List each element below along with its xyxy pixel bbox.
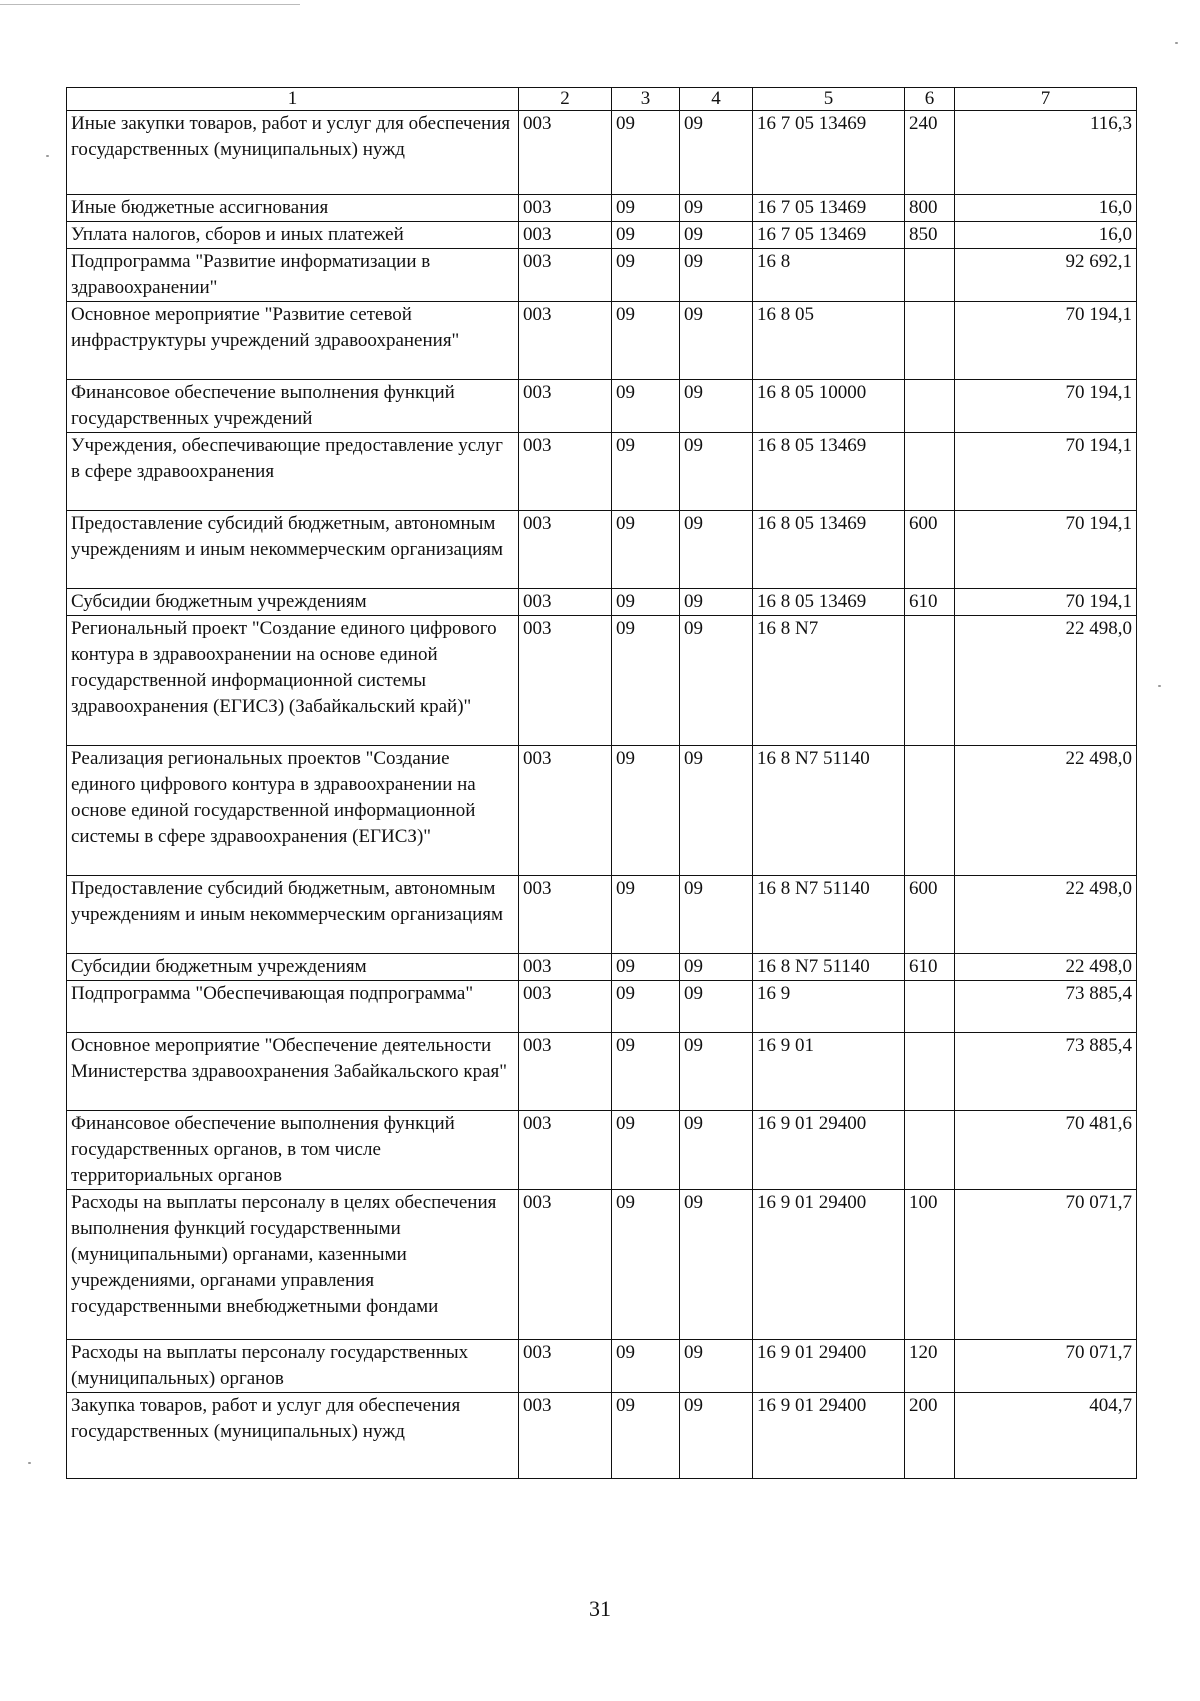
col-7-amount: 16,0 xyxy=(955,195,1137,222)
col-4-subsection: 09 xyxy=(680,981,753,1033)
col-4-subsection: 09 xyxy=(680,511,753,589)
col-5-target-article: 16 8 05 10000 xyxy=(753,380,905,433)
row-name: Учреждения, обеспечивающие предоставление услуг в сфере здравоохранения xyxy=(67,433,519,511)
col-7-amount: 22 498,0 xyxy=(955,954,1137,981)
col-5-target-article: 16 7 05 13469 xyxy=(753,195,905,222)
col-3-section: 09 xyxy=(612,1340,680,1393)
col-2-code: 003 xyxy=(519,1111,612,1190)
col-6-expense-type xyxy=(905,1111,955,1190)
col-2-code: 003 xyxy=(519,981,612,1033)
col-7-amount: 70 194,1 xyxy=(955,511,1137,589)
col-5-target-article: 16 8 05 13469 xyxy=(753,433,905,511)
table-row xyxy=(67,954,1137,981)
row-name: Расходы на выплаты персоналу в целях обеспечения выполнения функций государственными (муниципальными) органами, казенными учреждениями, органами управления государственными внебюджетными фондами xyxy=(67,1190,519,1340)
row-name: Подпрограмма "Развитие информатизации в здравоохранении" xyxy=(67,249,519,302)
col-7-amount: 92 692,1 xyxy=(955,249,1137,302)
column-header-6: 6 xyxy=(905,88,955,111)
col-3-section: 09 xyxy=(612,746,680,876)
col-3-section: 09 xyxy=(612,111,680,195)
col-5-target-article: 16 8 xyxy=(753,249,905,302)
table-row xyxy=(67,1190,1137,1340)
table-row xyxy=(67,111,1137,195)
table-row xyxy=(67,1340,1137,1393)
row-name: Основное мероприятие "Обеспечение деятельности Министерства здравоохранения Забайкальского края" xyxy=(67,1033,519,1111)
table-row xyxy=(67,195,1137,222)
col-4-subsection: 09 xyxy=(680,222,753,249)
col-5-target-article: 16 8 N7 51140 xyxy=(753,954,905,981)
row-name: Региональный проект "Создание единого цифрового контура в здравоохранении на основе единой государственной информационной системы здравоохранения (ЕГИСЗ) (Забайкальский край)" xyxy=(67,616,519,746)
col-4-subsection: 09 xyxy=(680,876,753,954)
col-3-section: 09 xyxy=(612,380,680,433)
header-row xyxy=(67,88,1137,111)
col-7-amount: 70 481,6 xyxy=(955,1111,1137,1190)
table-row xyxy=(67,876,1137,954)
scan-speck xyxy=(1158,685,1161,687)
table-row xyxy=(67,1393,1137,1479)
col-2-code: 003 xyxy=(519,302,612,380)
row-name: Подпрограмма "Обеспечивающая подпрограмма" xyxy=(67,981,519,1033)
col-3-section: 09 xyxy=(612,981,680,1033)
col-2-code: 003 xyxy=(519,380,612,433)
col-3-section: 09 xyxy=(612,433,680,511)
col-2-code: 003 xyxy=(519,616,612,746)
col-7-amount: 70 194,1 xyxy=(955,380,1137,433)
col-5-target-article: 16 8 05 13469 xyxy=(753,589,905,616)
table-row xyxy=(67,222,1137,249)
col-4-subsection: 09 xyxy=(680,111,753,195)
col-7-amount: 404,7 xyxy=(955,1393,1137,1479)
col-3-section: 09 xyxy=(612,302,680,380)
row-name: Расходы на выплаты персоналу государственных (муниципальных) органов xyxy=(67,1340,519,1393)
col-6-expense-type xyxy=(905,616,955,746)
col-2-code: 003 xyxy=(519,222,612,249)
column-header-7: 7 xyxy=(955,88,1137,111)
row-name: Иные закупки товаров, работ и услуг для обеспечения государственных (муниципальных) нужд xyxy=(67,111,519,195)
col-5-target-article: 16 9 01 29400 xyxy=(753,1111,905,1190)
column-header-2: 2 xyxy=(519,88,612,111)
col-2-code: 003 xyxy=(519,746,612,876)
col-5-target-article: 16 8 N7 51140 xyxy=(753,876,905,954)
row-name: Основное мероприятие "Развитие сетевой инфраструктуры учреждений здравоохранения" xyxy=(67,302,519,380)
col-2-code: 003 xyxy=(519,249,612,302)
col-6-expense-type: 200 xyxy=(905,1393,955,1479)
col-6-expense-type: 100 xyxy=(905,1190,955,1340)
row-name: Предоставление субсидий бюджетным, автономным учреждениям и иным некоммерческим организациям xyxy=(67,876,519,954)
col-6-expense-type xyxy=(905,380,955,433)
col-4-subsection: 09 xyxy=(680,954,753,981)
col-4-subsection: 09 xyxy=(680,746,753,876)
table-row xyxy=(67,981,1137,1033)
col-4-subsection: 09 xyxy=(680,1340,753,1393)
col-4-subsection: 09 xyxy=(680,195,753,222)
col-4-subsection: 09 xyxy=(680,380,753,433)
col-5-target-article: 16 9 01 29400 xyxy=(753,1190,905,1340)
col-5-target-article: 16 9 01 29400 xyxy=(753,1393,905,1479)
col-5-target-article: 16 8 05 xyxy=(753,302,905,380)
col-7-amount: 16,0 xyxy=(955,222,1137,249)
col-2-code: 003 xyxy=(519,589,612,616)
col-4-subsection: 09 xyxy=(680,433,753,511)
col-3-section: 09 xyxy=(612,1190,680,1340)
col-5-target-article: 16 7 05 13469 xyxy=(753,222,905,249)
row-name: Реализация региональных проектов "Создание единого цифрового контура в здравоохранении на основе единой государственной информационной системы в сфере здравоохранения (ЕГИСЗ)" xyxy=(67,746,519,876)
col-7-amount: 70 194,1 xyxy=(955,433,1137,511)
table-row xyxy=(67,249,1137,302)
col-7-amount: 22 498,0 xyxy=(955,746,1137,876)
col-2-code: 003 xyxy=(519,111,612,195)
col-4-subsection: 09 xyxy=(680,589,753,616)
col-5-target-article: 16 7 05 13469 xyxy=(753,111,905,195)
col-6-expense-type: 800 xyxy=(905,195,955,222)
page-number: 31 xyxy=(589,1596,611,1621)
col-4-subsection: 09 xyxy=(680,249,753,302)
column-header-3: 3 xyxy=(612,88,680,111)
col-6-expense-type: 610 xyxy=(905,589,955,616)
col-7-amount: 70 071,7 xyxy=(955,1340,1137,1393)
col-6-expense-type: 600 xyxy=(905,511,955,589)
table-row xyxy=(67,511,1137,589)
col-5-target-article: 16 8 N7 xyxy=(753,616,905,746)
col-5-target-article: 16 9 xyxy=(753,981,905,1033)
col-4-subsection: 09 xyxy=(680,616,753,746)
col-3-section: 09 xyxy=(612,222,680,249)
row-name: Субсидии бюджетным учреждениям xyxy=(67,954,519,981)
table-row xyxy=(67,1033,1137,1111)
col-6-expense-type: 600 xyxy=(905,876,955,954)
col-4-subsection: 09 xyxy=(680,1393,753,1479)
col-3-section: 09 xyxy=(612,1033,680,1111)
row-name: Финансовое обеспечение выполнения функций государственных учреждений xyxy=(67,380,519,433)
col-2-code: 003 xyxy=(519,195,612,222)
col-6-expense-type: 240 xyxy=(905,111,955,195)
row-name: Иные бюджетные ассигнования xyxy=(67,195,519,222)
col-2-code: 003 xyxy=(519,1393,612,1479)
scan-speck xyxy=(28,1462,31,1464)
col-5-target-article: 16 9 01 xyxy=(753,1033,905,1111)
scan-speck xyxy=(1175,42,1178,44)
col-6-expense-type xyxy=(905,746,955,876)
col-2-code: 003 xyxy=(519,511,612,589)
col-2-code: 003 xyxy=(519,876,612,954)
col-4-subsection: 09 xyxy=(680,1111,753,1190)
col-3-section: 09 xyxy=(612,876,680,954)
table-row xyxy=(67,380,1137,433)
col-3-section: 09 xyxy=(612,589,680,616)
col-6-expense-type: 120 xyxy=(905,1340,955,1393)
row-name: Субсидии бюджетным учреждениям xyxy=(67,589,519,616)
row-name: Предоставление субсидий бюджетным, автономным учреждениям и иным некоммерческим организациям xyxy=(67,511,519,589)
col-3-section: 09 xyxy=(612,195,680,222)
col-4-subsection: 09 xyxy=(680,1033,753,1111)
col-7-amount: 22 498,0 xyxy=(955,616,1137,746)
row-name: Закупка товаров, работ и услуг для обеспечения государственных (муниципальных) нужд xyxy=(67,1393,519,1479)
col-5-target-article: 16 8 05 13469 xyxy=(753,511,905,589)
col-6-expense-type: 610 xyxy=(905,954,955,981)
row-name: Финансовое обеспечение выполнения функций государственных органов, в том числе территориальных органов xyxy=(67,1111,519,1190)
col-2-code: 003 xyxy=(519,433,612,511)
col-2-code: 003 xyxy=(519,1033,612,1111)
col-2-code: 003 xyxy=(519,954,612,981)
col-6-expense-type xyxy=(905,433,955,511)
table-row xyxy=(67,433,1137,511)
column-header-4: 4 xyxy=(680,88,753,111)
table-row xyxy=(67,746,1137,876)
col-6-expense-type: 850 xyxy=(905,222,955,249)
row-name: Уплата налогов, сборов и иных платежей xyxy=(67,222,519,249)
col-7-amount: 70 071,7 xyxy=(955,1190,1137,1340)
col-3-section: 09 xyxy=(612,249,680,302)
col-3-section: 09 xyxy=(612,954,680,981)
col-3-section: 09 xyxy=(612,511,680,589)
col-3-section: 09 xyxy=(612,1111,680,1190)
col-7-amount: 70 194,1 xyxy=(955,589,1137,616)
col-7-amount: 70 194,1 xyxy=(955,302,1137,380)
column-header-5: 5 xyxy=(753,88,905,111)
table-row xyxy=(67,616,1137,746)
col-6-expense-type xyxy=(905,302,955,380)
col-7-amount: 73 885,4 xyxy=(955,981,1137,1033)
col-5-target-article: 16 9 01 29400 xyxy=(753,1340,905,1393)
col-2-code: 003 xyxy=(519,1340,612,1393)
col-3-section: 09 xyxy=(612,616,680,746)
col-2-code: 003 xyxy=(519,1190,612,1340)
col-6-expense-type xyxy=(905,249,955,302)
table-row xyxy=(67,302,1137,380)
scan-edge-line xyxy=(0,4,300,5)
budget-table xyxy=(66,87,1137,1479)
scan-speck xyxy=(46,155,49,157)
column-header-1: 1 xyxy=(67,88,519,111)
table-row xyxy=(67,1111,1137,1190)
col-5-target-article: 16 8 N7 51140 xyxy=(753,746,905,876)
table-row xyxy=(67,589,1137,616)
col-7-amount: 22 498,0 xyxy=(955,876,1137,954)
col-7-amount: 116,3 xyxy=(955,111,1137,195)
col-4-subsection: 09 xyxy=(680,302,753,380)
col-3-section: 09 xyxy=(612,1393,680,1479)
col-4-subsection: 09 xyxy=(680,1190,753,1340)
col-6-expense-type xyxy=(905,1033,955,1111)
col-6-expense-type xyxy=(905,981,955,1033)
col-7-amount: 73 885,4 xyxy=(955,1033,1137,1111)
